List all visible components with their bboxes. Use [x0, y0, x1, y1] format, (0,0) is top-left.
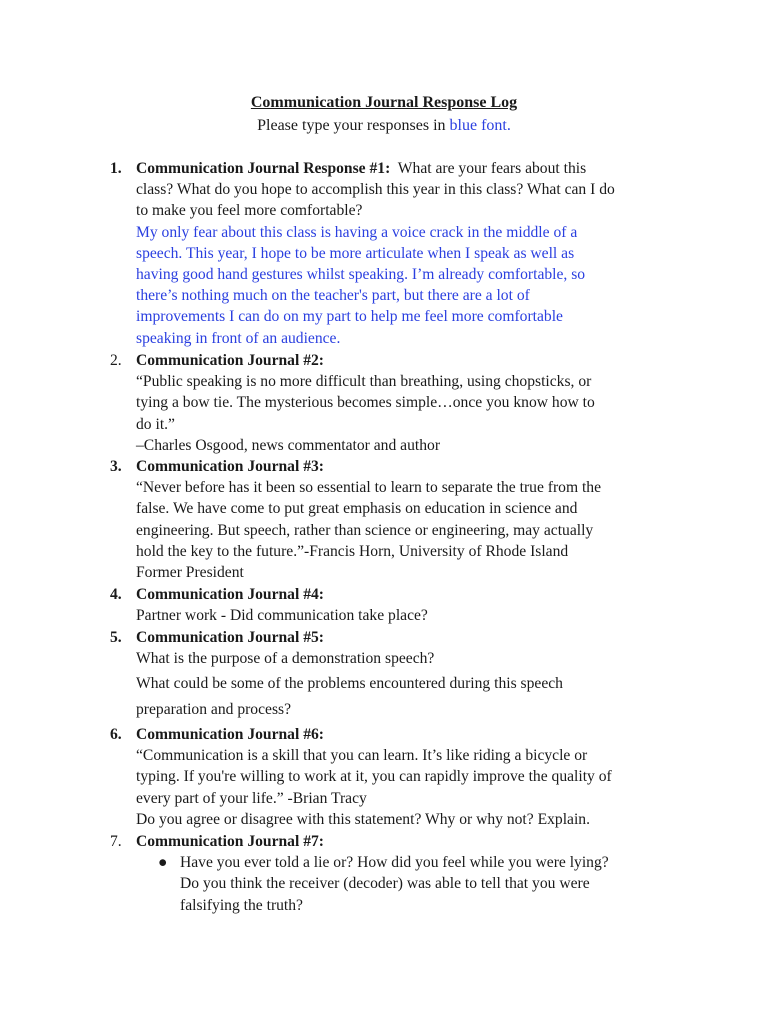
journal-item-5	[110, 627, 670, 720]
response-text: having good hand gestures whilst speaking. I’m already comfortable, so	[136, 266, 586, 284]
subtitle-highlight: blue font.	[449, 117, 511, 134]
item-number: 3.	[110, 458, 122, 475]
item-number: 5.	[110, 629, 122, 646]
item-text: engineering. But speech, rather than science or engineering, may actually	[136, 521, 594, 539]
bullet-item	[158, 852, 670, 916]
item-text: typing. If you're willing to work at it, you can rapidly improve the quality of	[136, 768, 612, 786]
item-text: to make you feel more comfortable?	[136, 202, 363, 220]
item-number: 2.	[110, 352, 122, 369]
journal-item-4	[110, 584, 670, 626]
item-heading: Communication Journal Response #1:	[136, 160, 391, 177]
item-text: do it.”	[136, 415, 175, 433]
document-subtitle	[0, 117, 768, 135]
item-text: preparation and process?	[136, 700, 292, 718]
item-text: Have you ever told a lie or? How did you feel while you were lying?	[180, 854, 609, 872]
response-text: improvements I can do on my part to help me feel more comfortable	[136, 308, 563, 326]
journal-item-1	[110, 158, 670, 349]
item-text: Partner work - Did communication take place?	[136, 607, 428, 625]
item-heading: Communication Journal #6:	[136, 726, 325, 743]
item-heading: Communication Journal #7:	[136, 833, 325, 850]
item-text: every part of your life.” -Brian Tracy	[136, 789, 367, 807]
item-text: What is the purpose of a demonstration speech?	[136, 650, 435, 668]
item-text: falsifying the truth?	[180, 896, 303, 914]
item-text: tying a bow tie. The mysterious becomes simple…once you know how to	[136, 394, 595, 412]
bullet-icon: ●	[158, 854, 168, 872]
item-number: 1.	[110, 160, 122, 177]
item-heading: Communication Journal #2:	[136, 352, 325, 369]
item-text: class? What do you hope to accomplish this year in this class? What can I do	[136, 181, 615, 199]
item-heading: Communication Journal #5:	[136, 629, 325, 646]
response-text: there’s nothing much on the teacher's part, but there are a lot of	[136, 287, 530, 305]
journal-item-3	[110, 456, 670, 583]
subtitle-text: Please type your responses in	[257, 117, 450, 134]
item-text: What could be some of the problems encountered during this speech	[136, 675, 563, 693]
response-text: My only fear about this class is having a voice crack in the middle of a	[136, 223, 578, 241]
item-number: 4.	[110, 586, 122, 603]
item-text: Do you agree or disagree with this statement? Why or why not? Explain.	[136, 810, 590, 828]
item-text: What are your fears about this	[390, 160, 587, 177]
document-title: Communication Journal Response Log	[250, 94, 518, 111]
item-text: “Public speaking is no more difficult than breathing, using chopsticks, or	[136, 373, 592, 391]
journal-item-7	[110, 831, 670, 916]
item-number: 6.	[110, 726, 122, 743]
item-text: hold the key to the future.”-Francis Horn, University of Rhode Island	[136, 542, 569, 560]
journal-item-6	[110, 724, 670, 830]
item-text: –Charles Osgood, news commentator and author	[136, 436, 441, 454]
item-text: “Never before has it been so essential to learn to separate the true from the	[136, 479, 602, 497]
item-text: Do you think the receiver (decoder) was able to tell that you were	[180, 875, 590, 893]
item-text: Former President	[136, 564, 244, 582]
item-heading: Communication Journal #4:	[136, 586, 325, 603]
item-number: 7.	[110, 833, 122, 850]
response-text: speaking in front of an audience.	[136, 329, 341, 347]
journal-item-2	[110, 350, 670, 456]
item-text: “Communication is a skill that you can learn. It’s like riding a bicycle or	[136, 747, 588, 765]
item-heading: Communication Journal #3:	[136, 458, 325, 475]
response-text: speech. This year, I hope to be more articulate when I speak as well as	[136, 244, 575, 262]
item-text: false. We have come to put great emphasis on education in science and	[136, 500, 578, 518]
